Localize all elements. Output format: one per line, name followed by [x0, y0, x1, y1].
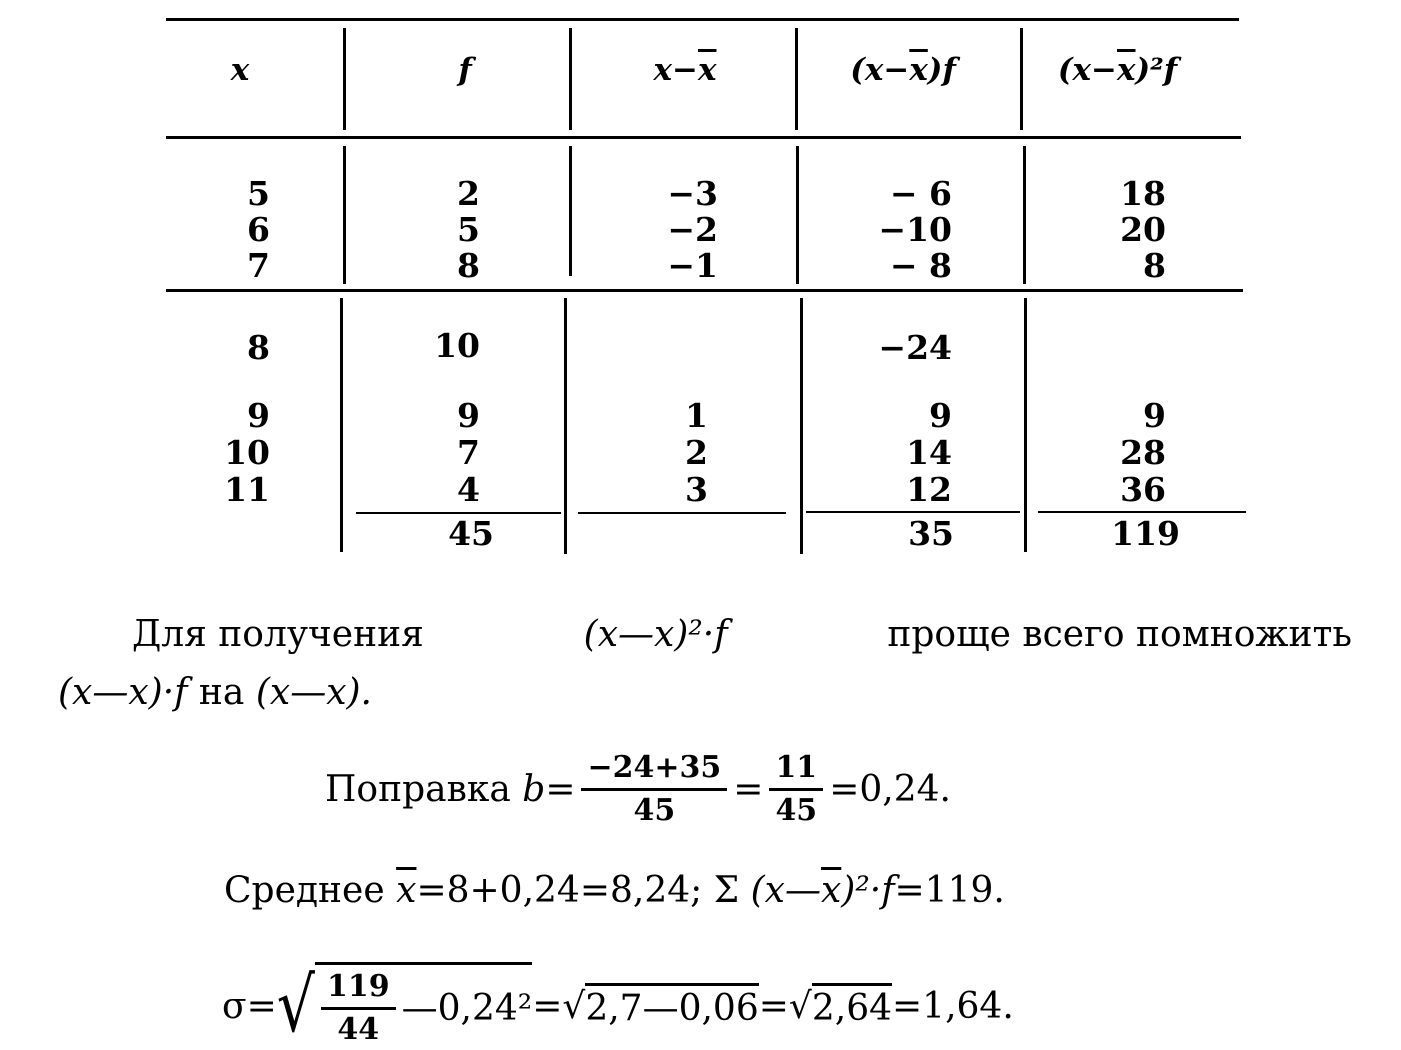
header-deviation-sq-times-f: $(x-\overline{x})^2f$ — [1057, 52, 1178, 88]
cell-x: 6 — [247, 210, 270, 249]
col-divider — [1024, 298, 1027, 552]
cell-devf: 14 — [906, 433, 952, 472]
cell-devf: −24 — [878, 328, 952, 367]
col-divider — [340, 298, 343, 552]
total-dev2f: 119 — [1111, 514, 1180, 553]
cell-dev: −2 — [667, 210, 718, 249]
cell-dev2f: 28 — [1120, 433, 1166, 472]
paragraph-line-1: Для получения (x—x)²·f проще всего помножить — [132, 614, 1352, 655]
cell-dev2f: 18 — [1120, 174, 1166, 213]
col-divider — [796, 146, 799, 284]
header-deviation: $x-\overline{x}$ — [653, 52, 717, 88]
cell-dev: −1 — [667, 246, 718, 285]
cell-devf: −10 — [878, 210, 952, 249]
table-group-rule — [166, 289, 1243, 292]
cell-dev2f: 36 — [1120, 470, 1166, 509]
cell-x: 11 — [224, 470, 270, 509]
cell-devf: − 8 — [889, 246, 952, 285]
col-divider — [343, 146, 346, 284]
col-divider — [564, 298, 567, 554]
equation-correction: Поправка b = $\frac{-24+35}{45}$ = $\frac{11}{45}$ =0,24. — [325, 748, 951, 831]
col-divider — [569, 146, 572, 276]
fraction: $\frac{11}{45}$ — [769, 748, 823, 831]
cell-f: 8 — [457, 246, 480, 285]
cell-dev2f: 8 — [1143, 246, 1166, 285]
header-f: f — [458, 52, 472, 88]
cell-f: 4 — [457, 470, 480, 509]
cell-dev: 1 — [685, 396, 708, 435]
cell-devf: − 6 — [889, 174, 952, 213]
totals-rule — [806, 511, 1020, 513]
equation-sigma: σ= √ $\frac{119}{44}$ —0,24² =√ 2,7—0,06 =√ 2,64 =1,64. — [222, 962, 1014, 1050]
table-header-rule — [166, 136, 1241, 139]
cell-dev: 3 — [685, 470, 708, 509]
cell-f: 9 — [457, 396, 480, 435]
total-devf: 35 — [908, 514, 954, 553]
cell-dev2f: 20 — [1120, 210, 1166, 249]
cell-f: 7 — [457, 433, 480, 472]
cell-x: 8 — [247, 328, 270, 367]
col-divider — [1020, 28, 1023, 130]
cell-dev: 2 — [685, 433, 708, 472]
header-deviation-times-f: $(x-\overline{x})f$ — [850, 52, 956, 88]
cell-dev2f: 9 — [1143, 396, 1166, 435]
fraction: $\frac{-24+35}{45}$ — [581, 748, 727, 831]
cell-dev: −3 — [667, 174, 718, 213]
totals-rule — [578, 512, 786, 514]
col-divider — [1023, 146, 1026, 284]
cell-x: 9 — [247, 396, 270, 435]
col-divider — [795, 28, 798, 130]
header-x: x — [230, 52, 250, 88]
total-f: 45 — [448, 514, 494, 553]
cell-f: 2 — [457, 174, 480, 213]
paragraph-line-2: (x—x)·f на (x—x). — [58, 672, 372, 713]
fraction: $\frac{119}{44}$ — [321, 967, 396, 1050]
radical-sign: √ — [276, 962, 315, 1050]
cell-x: 7 — [247, 246, 270, 285]
col-divider — [343, 28, 346, 130]
cell-f: 5 — [457, 210, 480, 249]
cell-x: 10 — [224, 433, 270, 472]
equation-mean: Среднее $\overline{x}=8+0,24=8,24$; Σ $(x—\overline{x})^2\cdot f=119$. — [224, 870, 1005, 911]
col-divider — [800, 298, 803, 554]
totals-rule — [1038, 511, 1246, 513]
cell-x: 5 — [247, 174, 270, 213]
cell-devf: 9 — [929, 396, 952, 435]
table-top-rule — [166, 18, 1239, 21]
cell-devf: 12 — [906, 470, 952, 509]
col-divider — [569, 28, 572, 130]
cell-f: 10 — [434, 326, 480, 365]
